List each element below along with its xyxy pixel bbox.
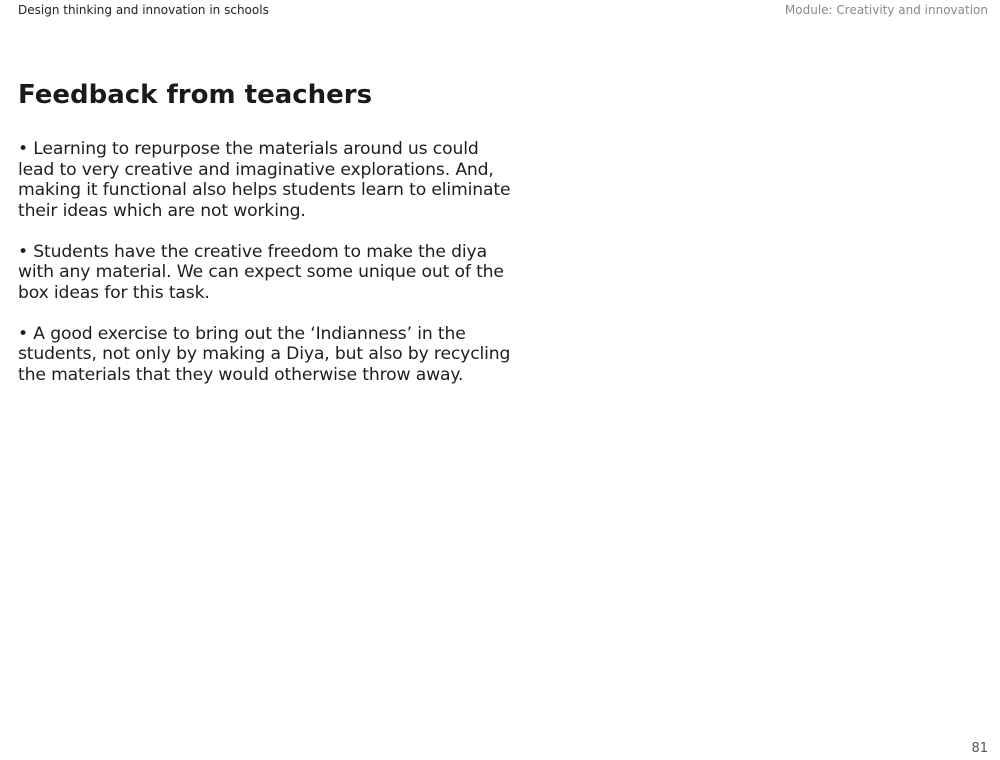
feedback-line: with any material. We can expect some unique out of the	[18, 262, 504, 282]
feedback-line: making it functional also helps students learn to eliminate	[18, 180, 511, 200]
feedback-item-repurpose	[18, 139, 511, 221]
feedback-line: • Students have the creative freedom to make the diya	[18, 241, 487, 262]
page-number: 81	[971, 741, 988, 756]
feedback-line: the materials that they would otherwise throw away.	[18, 364, 464, 385]
feedback-line: • Learning to repurpose the materials around us could	[18, 139, 479, 159]
feedback-line: • A good exercise to bring out the ‘Indianness’ in the	[18, 323, 466, 344]
feedback-item-indianness	[18, 323, 511, 386]
feedback-list	[18, 139, 511, 406]
course-title: Design thinking and innovation in schools	[18, 3, 269, 17]
feedback-item-creative-freedom	[18, 241, 504, 304]
feedback-line: their ideas which are not working.	[18, 200, 306, 221]
module-label: Module: Creativity and innovation	[784, 3, 988, 17]
page-title: Feedback from teachers	[18, 80, 373, 110]
feedback-line: students, not only by making a Diya, but also by recycling	[18, 344, 511, 364]
feedback-line: box ideas for this task.	[18, 282, 210, 303]
feedback-line: lead to very creative and imaginative explorations. And,	[18, 159, 494, 180]
